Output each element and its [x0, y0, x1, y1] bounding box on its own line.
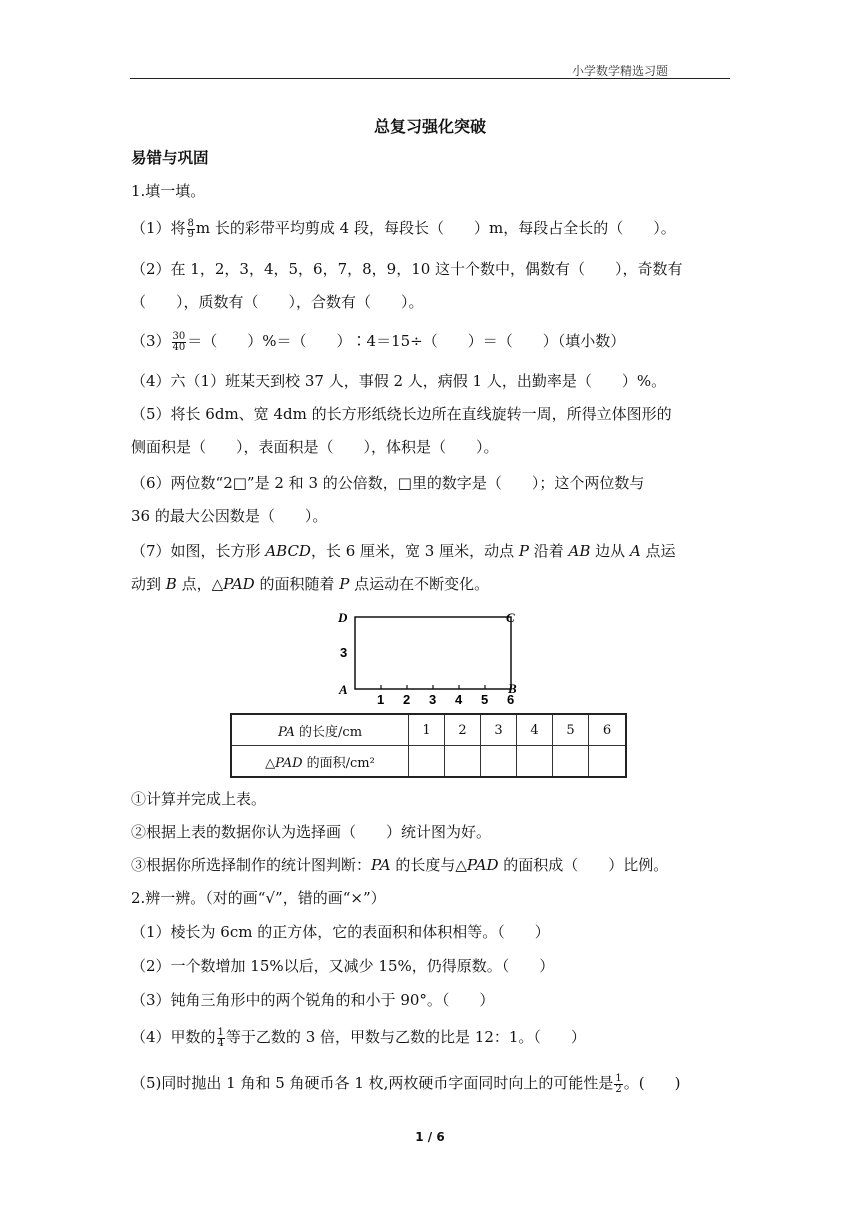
text: 动到: [131, 575, 166, 593]
q1-item-2-line1: （2）在 1，2，3，4，5，6，7，8，9，10 这十个数中，偶数有（ ），奇数有: [131, 260, 683, 278]
page-number: 1 / 6: [415, 1130, 445, 1144]
tick-label: 6: [507, 692, 515, 707]
tick-label: 3: [429, 692, 437, 707]
fraction: [172, 332, 187, 353]
fraction: [187, 219, 195, 240]
side-label: 3: [340, 645, 348, 660]
q1-sub-1: ①计算并完成上表。: [131, 790, 267, 808]
page-header: [130, 60, 730, 79]
q1-item-5-line2: 侧面积是（ ），表面积是（ ），体积是（ ）。: [131, 438, 499, 456]
q1-item-6-line2: 36 的最大公因数是（ ）。: [131, 507, 328, 525]
answer-cell[interactable]: [553, 746, 589, 778]
q1-item-4: （4）六（1）班某天到校 37 人，事假 2 人，病假 1 人，出勤率是（ ）%。: [131, 372, 667, 390]
text: （5)同时抛出 1 角和 5 角硬币各 1 枚,两枚硬币字面同时向上的可能性是: [131, 1074, 614, 1092]
q2-item-3: （3）钝角三角形中的两个锐角的和小于 90°。（ ）: [131, 991, 495, 1009]
q2-item-4: [131, 1027, 586, 1049]
fraction-numerator: 1: [217, 1026, 224, 1038]
q1-item-6-line1: （6）两位数“2□”是 2 和 3 的公倍数，□里的数字是（ ）；这个两位数与: [131, 474, 645, 492]
math-label: PAD: [275, 755, 303, 771]
q1-item-7-line2: [131, 574, 489, 594]
table-row: [231, 714, 626, 746]
answer-cell[interactable]: [481, 746, 517, 778]
q1-item-3: [131, 331, 625, 353]
q1-1-text-b: m 长的彩带平均剪成 4 段，每段长（ ）m，每段占全长的（ ）。: [195, 219, 676, 237]
text: 的长度/cm: [294, 724, 363, 740]
header-text: 小学数学精选习题: [571, 64, 668, 78]
tick-label: 2: [403, 692, 411, 707]
text: 的长度与△: [390, 856, 467, 874]
answer-cell[interactable]: [589, 746, 627, 778]
answer-cell[interactable]: [517, 746, 553, 778]
fraction-numerator: 30: [172, 330, 186, 342]
q1-sub-3: [131, 855, 668, 875]
row-header-pa: [231, 714, 409, 746]
data-table: [230, 713, 627, 778]
q1-3-text-a: （3）: [131, 332, 171, 350]
q1-item-2-line2: （ ），质数有（ ），合数有（ ）。: [131, 293, 424, 311]
math-label: PA: [277, 724, 295, 740]
text: 的面积随着: [254, 575, 340, 593]
table-cell: 6: [589, 714, 627, 746]
text: 的面积/cm²: [302, 755, 375, 771]
text: 点运: [640, 542, 676, 560]
text: 沿着: [528, 542, 569, 560]
math-label: A: [629, 542, 641, 560]
math-label: P: [518, 542, 529, 560]
text: 等于乙数的 3 倍，甲数与乙数的比是 12：1。（ ）: [225, 1028, 586, 1046]
rectangle-abcd: [355, 617, 511, 689]
table-row: [231, 746, 626, 778]
math-label: PAD: [223, 575, 255, 593]
fraction-denominator: 9: [187, 228, 194, 240]
fraction-denominator: 2: [615, 1083, 622, 1095]
q2-item-1: （1）棱长为 6cm 的正方体，它的表面积和体积相等。（ ）: [131, 923, 550, 941]
table-cell: 3: [481, 714, 517, 746]
tick-label: 4: [455, 692, 463, 707]
text: ，长 6 厘米，宽 3 厘米，动点: [310, 542, 519, 560]
math-label: PAD: [466, 856, 499, 874]
math-label: ABCD: [265, 542, 311, 560]
q1-item-7-line1: [131, 541, 676, 561]
q1-item-1: [131, 218, 676, 240]
fraction-denominator: 40: [172, 341, 186, 353]
corner-b: B: [508, 681, 517, 696]
answer-cell[interactable]: [445, 746, 481, 778]
fraction-numerator: 8: [187, 217, 194, 229]
tick-label: 1: [377, 692, 385, 707]
q1-sub-2: ②根据上表的数据你认为选择画（ ）统计图为好。: [131, 823, 492, 841]
table-cell: 5: [553, 714, 589, 746]
answer-cell[interactable]: [409, 746, 445, 778]
fraction: [217, 1028, 225, 1049]
text: △: [265, 755, 276, 771]
fraction: [614, 1074, 622, 1095]
fraction-denominator: 4: [217, 1037, 224, 1049]
math-label: AB: [568, 542, 591, 560]
q1-item-5-line1: （5）将长 6dm、宽 4dm 的长方形纸绕长边所在直线旋转一周，所得立体图形的: [131, 405, 672, 423]
table-cell: 4: [517, 714, 553, 746]
text: ③根据你所选择制作的统计图判断：: [131, 856, 372, 874]
text: （7）如图，长方形: [131, 542, 266, 560]
text: 。( ): [623, 1074, 681, 1092]
row-header-pad: [231, 746, 409, 778]
math-label: B: [165, 575, 177, 593]
q2-item-2: （2）一个数增加 15%以后，又减少 15%，仍得原数。（ ）: [131, 957, 555, 975]
text: 点，△: [176, 575, 224, 593]
tick-label: 5: [481, 692, 489, 707]
rectangle-figure: [336, 607, 526, 707]
text: （4）甲数的: [131, 1028, 216, 1046]
q1-heading: 1.填一填。: [131, 182, 206, 200]
fraction-numerator: 1: [615, 1072, 622, 1084]
math-label: P: [339, 575, 350, 593]
corner-c: C: [506, 610, 515, 625]
text: 点运动在不断变化。: [349, 575, 490, 593]
q1-3-text-b: ＝（ ）%＝（ ）∶4＝15÷（ ）＝（ ）（填小数）: [187, 332, 626, 350]
q1-1-text-a: （1）将: [131, 219, 186, 237]
text: 的面积成（ ）比例。: [498, 856, 669, 874]
math-label: PA: [371, 856, 391, 874]
table-cell: 1: [409, 714, 445, 746]
text: 边从: [590, 542, 630, 560]
table-cell: 2: [445, 714, 481, 746]
page-title: 总复习强化突破: [373, 117, 486, 136]
q2-heading: 2.辨一辨。（对的画“√”，错的画“×”）: [131, 889, 386, 907]
corner-d: D: [338, 610, 348, 625]
section-heading: 易错与巩固: [131, 149, 209, 167]
corner-a: A: [339, 682, 348, 697]
q2-item-5: [131, 1073, 681, 1095]
